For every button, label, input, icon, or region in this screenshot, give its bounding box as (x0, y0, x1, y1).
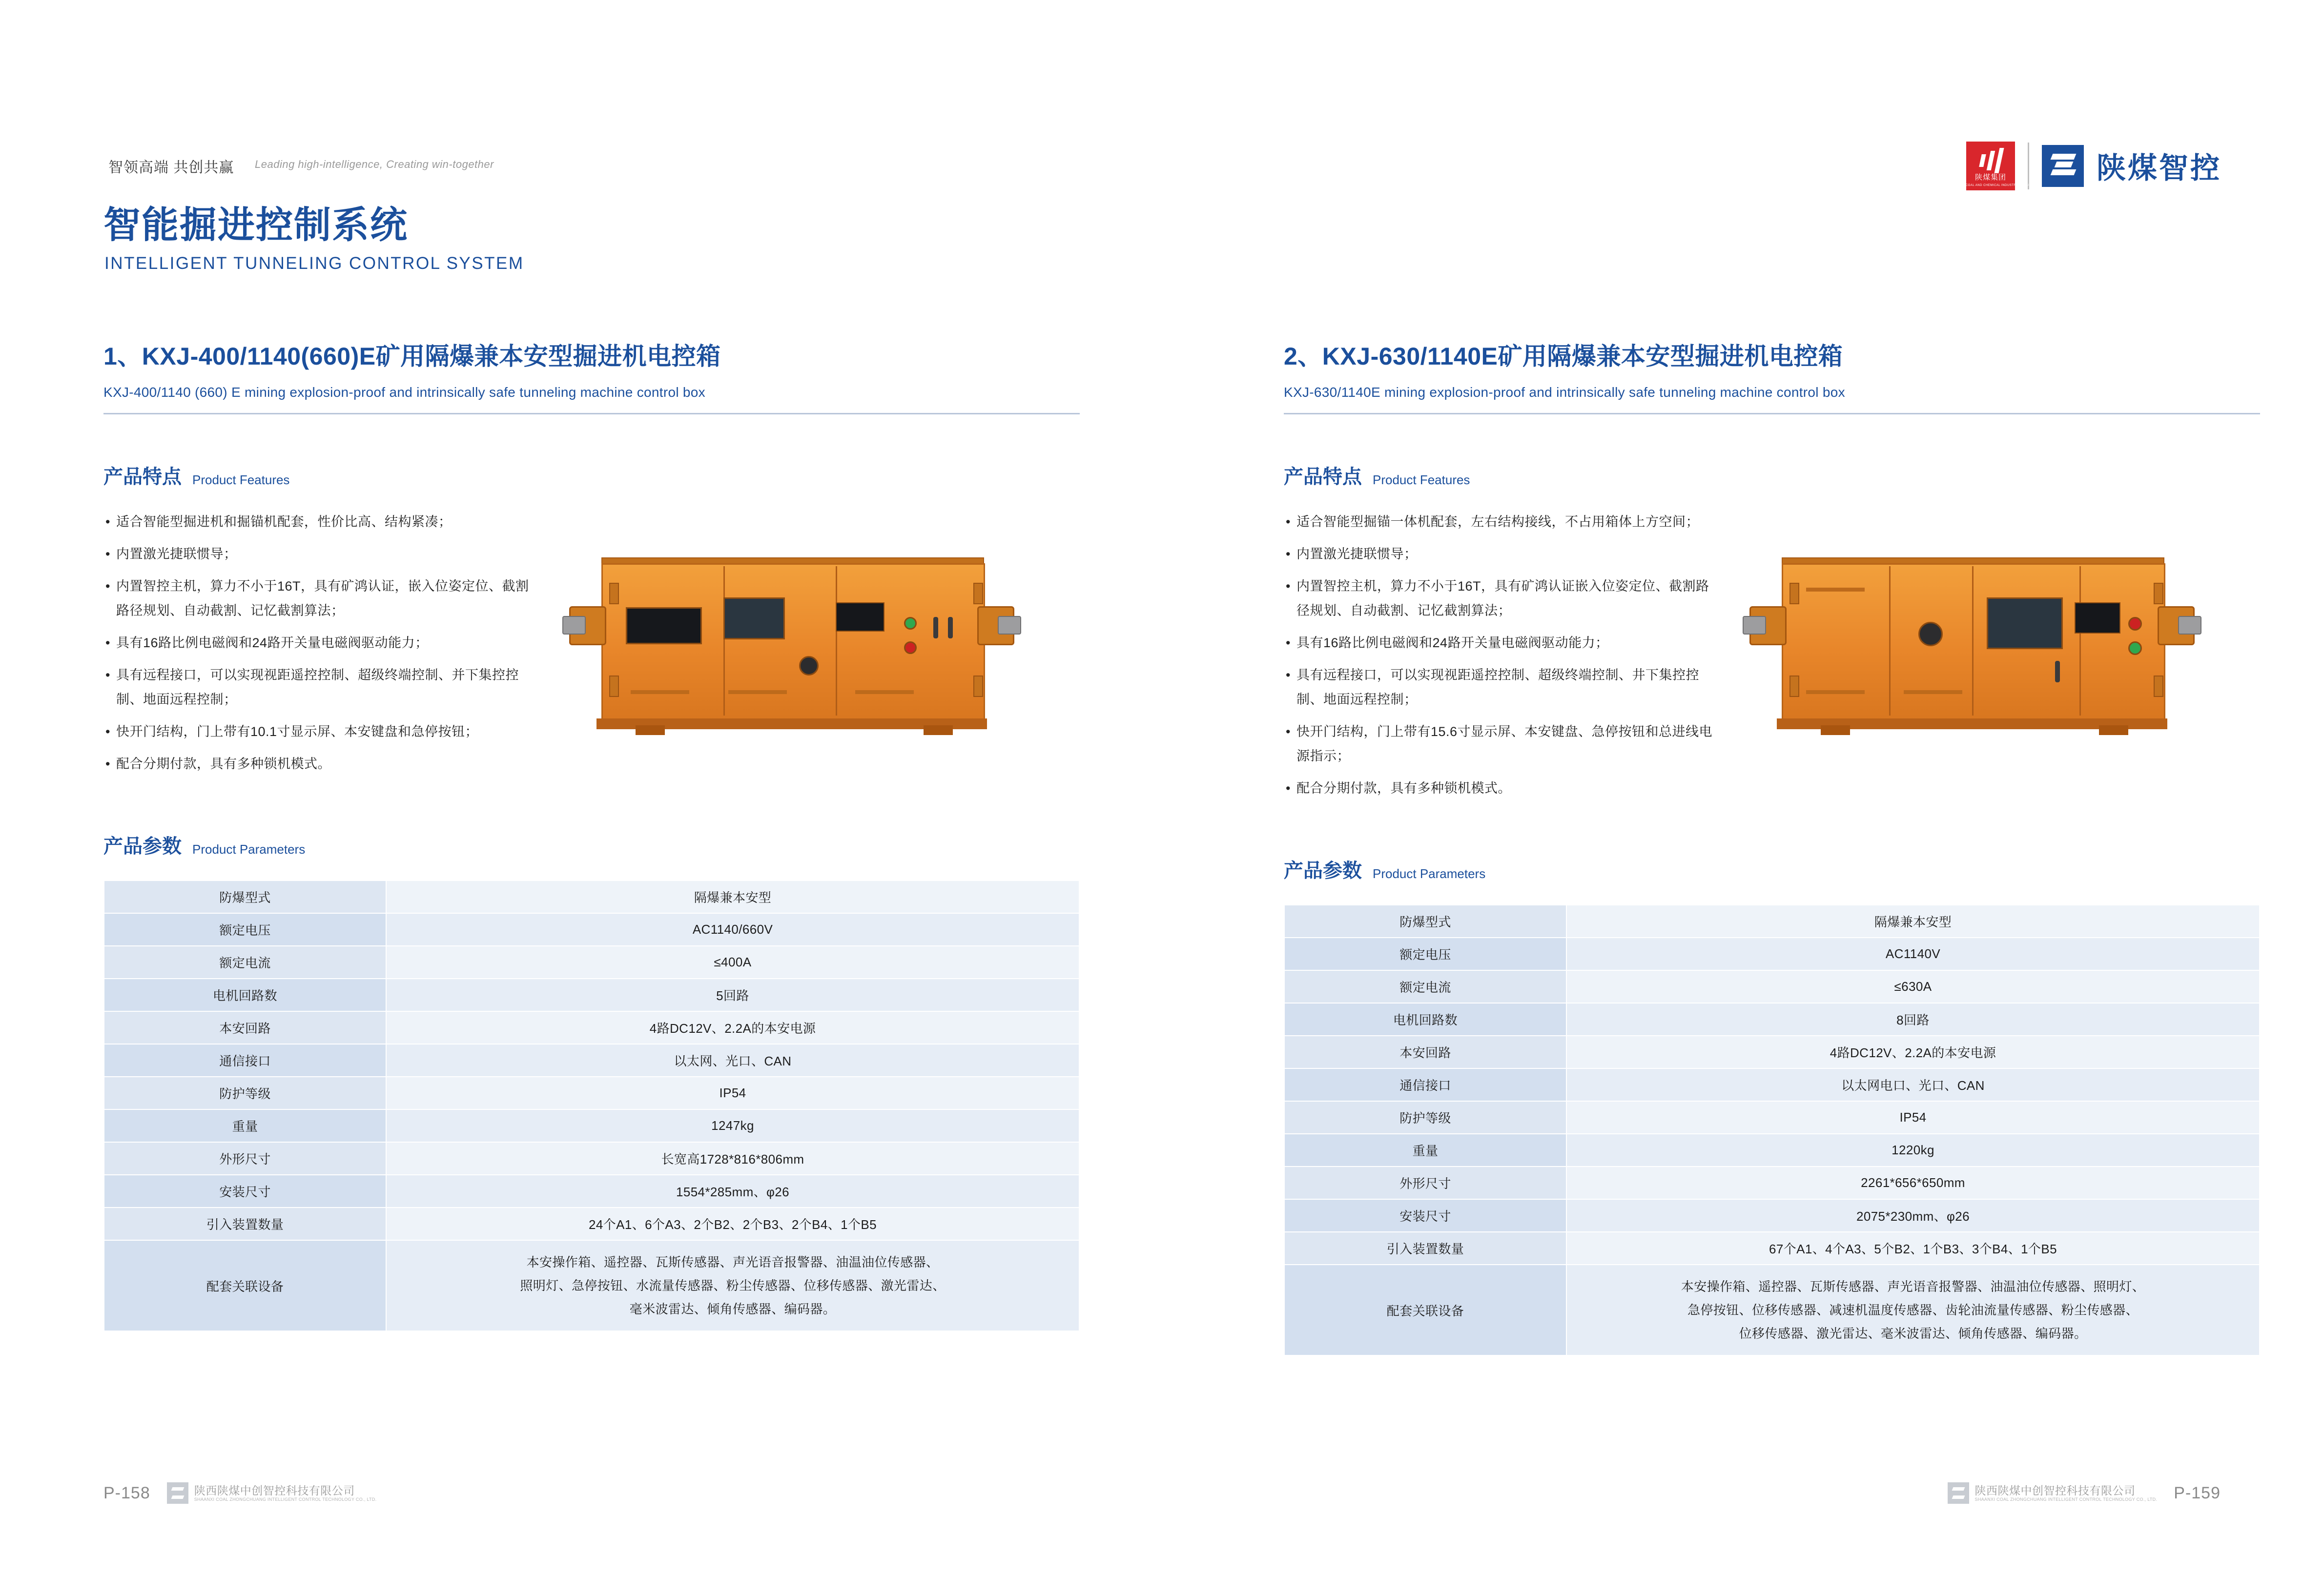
list-item: • 内置激光捷联惯导； (1284, 542, 1713, 566)
param-key: 外形尺寸 (104, 1142, 386, 1175)
related-line: 照明灯、急停按钮、水流量传感器、粉尘传感器、位移传感器、激光雷达、 (520, 1278, 946, 1293)
param-key: 安装尺寸 (1284, 1199, 1566, 1232)
param-key: 额定电流 (1284, 970, 1566, 1003)
table-row (1284, 1199, 2260, 1232)
param-value (1566, 1265, 2260, 1355)
param-value: 2261*656*650mm (1566, 1167, 2260, 1199)
list-item: • 配合分期付款，具有多种锁机模式。 (1284, 776, 1713, 800)
left-connector-assembly (562, 597, 606, 651)
left-section-title-en: KXJ-400/1140 (660) E mining explosion-proof and intrinsically safe tunneling machine control box (103, 385, 705, 400)
left-features-heading (103, 461, 1080, 489)
left-params-heading-cn: 产品参数 (103, 836, 182, 857)
param-value: 隔爆兼本安型 (386, 881, 1079, 913)
right-parameter-table (1284, 904, 2260, 1356)
param-key: 重量 (104, 1109, 386, 1142)
list-item: • 具有远程接口，可以实现视距遥控控制、超级终端控制、井下集控控制、地面远程控制； (1284, 663, 1713, 712)
param-value: ≤400A (386, 946, 1079, 979)
param-key: 额定电压 (1284, 938, 1566, 970)
left-feature-list (103, 510, 533, 784)
footer-company-logo (167, 1482, 377, 1504)
param-value: 4路DC12V、2.2A的本安电源 (386, 1011, 1079, 1044)
right-connector-assembly (2158, 597, 2201, 651)
table-row (1284, 1101, 2260, 1134)
table-row (104, 1208, 1079, 1240)
param-key: 引入装置数量 (1284, 1232, 1566, 1265)
table-row (1284, 938, 2260, 970)
table-row (104, 1044, 1079, 1077)
page-header (0, 73, 2324, 187)
right-params-heading-cn: 产品参数 (1284, 860, 1362, 881)
param-value: 隔爆兼本安型 (1566, 905, 2260, 938)
related-line: 急停按钮、位移传感器、减速机温度传感器、齿轮油流量传感器、粉尘传感器、 (1687, 1303, 2139, 1317)
right-features-heading (1284, 461, 2260, 489)
table-row (104, 1175, 1079, 1208)
param-value: ≤630A (1566, 970, 2260, 1003)
right-connector-assembly (977, 597, 1021, 651)
param-value: 8回路 (1566, 1003, 2260, 1036)
list-item: • 快开门结构，门上带有15.6寸显示屏、本安键盘、急停按钮和总进线电源指示； (1284, 719, 1713, 768)
left-parameter-table (103, 880, 1080, 1331)
right-feature-list (1284, 510, 1713, 808)
table-row (104, 979, 1079, 1011)
left-column (103, 337, 1080, 1331)
param-key: 重量 (1284, 1134, 1566, 1167)
param-value: 长宽高1728*816*806mm (386, 1142, 1079, 1175)
related-line: 位移传感器、激光雷达、毫米波雷达、倾角传感器、编码器。 (1739, 1326, 2087, 1341)
param-key: 本安回路 (104, 1011, 386, 1044)
list-item: • 具有远程接口，可以实现视距遥控控制、超级终端控制、并下集控控制、地面远程控制； (103, 663, 533, 712)
param-key: 配套关联设备 (1284, 1265, 1566, 1355)
param-key: 电机回路数 (1284, 1003, 1566, 1036)
table-row (104, 913, 1079, 946)
param-value: 1554*285mm、φ26 (386, 1175, 1079, 1208)
param-key: 电机回路数 (104, 979, 386, 1011)
footer-company-cn: 陕西陕煤中创智控科技有限公司 (194, 1484, 355, 1497)
footer-company-cn: 陕西陕煤中创智控科技有限公司 (1974, 1484, 2136, 1497)
list-item: • 内置智控主机，算力不小于16T，具有矿鸿认证嵌入位姿定位、截割路径规划、自动截割、记忆截割算法； (1284, 574, 1713, 623)
param-key: 通信接口 (104, 1044, 386, 1077)
left-features-heading-en: Product Features (192, 472, 290, 487)
param-value: AC1140/660V (386, 913, 1079, 946)
right-params-heading-en: Product Parameters (1373, 866, 1486, 881)
group-logo-cn: 陕煤集团 (1974, 173, 2006, 182)
table-row (1284, 1068, 2260, 1101)
logo-divider (2028, 143, 2029, 189)
param-key: 额定电流 (104, 946, 386, 979)
company-logo-icon (1948, 1482, 1969, 1504)
right-features-heading-en: Product Features (1373, 472, 1470, 487)
param-value: 以太网电口、光口、CAN (1566, 1068, 2260, 1101)
param-key: 防爆型式 (1284, 905, 1566, 938)
shaanxi-coal-group-logo-icon (1950, 142, 2032, 190)
left-product-photo (543, 510, 1050, 773)
table-row (1284, 1265, 2260, 1355)
list-item: • 适合智能型掘锚一体机配套，左右结构接线，不占用箱体上方空间； (1284, 510, 1713, 534)
table-row (104, 1240, 1079, 1331)
related-line: 毫米波雷达、倾角传感器、编码器。 (629, 1302, 836, 1316)
param-key: 配套关联设备 (104, 1240, 386, 1331)
list-item: • 具有16路比例电磁阀和24路开关量电磁阀驱动能力； (103, 631, 533, 655)
page-title: 智能掘进控制系统 (103, 205, 408, 246)
right-column (1284, 337, 2260, 1356)
param-value: 以太网、光口、CAN (386, 1044, 1079, 1077)
param-value (386, 1240, 1079, 1331)
right-product-photo (1723, 510, 2231, 773)
param-key: 额定电压 (104, 913, 386, 946)
table-row (1284, 905, 2260, 938)
left-connector-assembly (1743, 597, 1787, 651)
left-features-heading-cn: 产品特点 (103, 466, 182, 488)
left-feature-wrap (103, 510, 1080, 784)
table-row (1284, 1036, 2260, 1068)
list-item: • 快开门结构，门上带有10.1寸显示屏、本安键盘和急停按钮； (103, 719, 533, 744)
list-item: • 内置激光捷联惯导； (103, 542, 533, 566)
param-key: 引入装置数量 (104, 1208, 386, 1240)
footer-company-logo (1948, 1482, 2158, 1504)
table-row (1284, 1167, 2260, 1199)
group-logo-en: SHAANXI COAL AND CHEMICAL INDUSTRY GROUP (1950, 184, 2032, 187)
left-params-heading (103, 831, 1080, 859)
param-value: 24个A1、6个A3、2个B2、2个B3、2个B4、1个B5 (386, 1208, 1079, 1240)
right-section-title-en: KXJ-630/1140E mining explosion-proof and intrinsically safe tunneling machine control box (1284, 385, 1845, 400)
param-value: 2075*230mm、φ26 (1566, 1199, 2260, 1232)
control-box-illustration (562, 544, 1021, 739)
right-section-title: 2、KXJ-630/1140E矿用隔爆兼本安型掘进机电控箱 (1284, 343, 1843, 370)
page-footer (0, 1460, 2324, 1504)
page-title-en: INTELLIGENT TUNNELING CONTROL SYSTEM (104, 254, 524, 273)
table-row (1284, 970, 2260, 1003)
list-item: • 内置智控主机，算力不小于16T，具有矿鸿认证，嵌入位姿定位、截割路径规划、自动截割、记忆截割算法； (103, 574, 533, 623)
header-logo-group (1950, 142, 2221, 190)
param-value: IP54 (386, 1077, 1079, 1109)
zhikong-logo-icon (2042, 145, 2084, 187)
table-row (104, 881, 1079, 913)
footer-company-en: SHAANXI COAL ZHONGCHUANG INTELLIGENT CONTROL TECHNOLOGY CO., LTD. (1974, 1497, 2158, 1502)
table-row (104, 1109, 1079, 1142)
param-key: 外形尺寸 (1284, 1167, 1566, 1199)
header-slogan-en: Leading high-intelligence, Creating win-together (255, 158, 494, 170)
right-features-heading-cn: 产品特点 (1284, 466, 1362, 488)
right-feature-wrap (1284, 510, 2260, 808)
footer-right (1948, 1482, 2221, 1504)
list-item: • 配合分期付款，具有多种锁机模式。 (103, 752, 533, 776)
right-section-rule (1284, 413, 2260, 414)
param-key: 防护等级 (1284, 1101, 1566, 1134)
related-line: 本安操作箱、遥控器、瓦斯传感器、声光语音报警器、油温油位传感器、 (526, 1255, 939, 1270)
left-section-title: 1、KXJ-400/1140(660)E矿用隔爆兼本安型掘进机电控箱 (103, 343, 721, 370)
related-line: 本安操作箱、遥控器、瓦斯传感器、声光语音报警器、油温油位传感器、照明灯、 (1681, 1279, 2145, 1294)
brand-name: 陕煤智控 (2097, 152, 2221, 184)
param-key: 通信接口 (1284, 1068, 1566, 1101)
right-params-heading (1284, 855, 2260, 883)
header-slogan-cn: 智领高端 共创共赢 (108, 160, 234, 176)
param-value: 1247kg (386, 1109, 1079, 1142)
list-item: • 具有16路比例电磁阀和24路开关量电磁阀驱动能力； (1284, 631, 1713, 655)
page-number-right: P-159 (2174, 1483, 2221, 1502)
table-row (104, 1011, 1079, 1044)
param-value: 1220kg (1566, 1134, 2260, 1167)
param-value: 4路DC12V、2.2A的本安电源 (1566, 1036, 2260, 1068)
table-row (1284, 1232, 2260, 1265)
param-key: 本安回路 (1284, 1036, 1566, 1068)
control-box-illustration (1743, 544, 2201, 739)
param-value: 67个A1、4个A3、5个B2、1个B3、3个B4、1个B5 (1566, 1232, 2260, 1265)
table-row (1284, 1134, 2260, 1167)
param-key: 防护等级 (104, 1077, 386, 1109)
table-row (104, 1077, 1079, 1109)
table-row (104, 946, 1079, 979)
footer-company-en: SHAANXI COAL ZHONGCHUANG INTELLIGENT CONTROL TECHNOLOGY CO., LTD. (194, 1497, 377, 1502)
list-item: • 适合智能型掘进机和掘锚机配套，性价比高、结构紧凑； (103, 510, 533, 534)
param-value: 5回路 (386, 979, 1079, 1011)
param-key: 安装尺寸 (104, 1175, 386, 1208)
table-row (1284, 1003, 2260, 1036)
footer-left (103, 1482, 376, 1504)
left-section-rule (103, 413, 1080, 414)
param-key: 防爆型式 (104, 881, 386, 913)
left-params-heading-en: Product Parameters (192, 842, 306, 857)
table-row (104, 1142, 1079, 1175)
page-number-left: P-158 (103, 1483, 150, 1502)
param-value: AC1140V (1566, 938, 2260, 970)
company-logo-icon (167, 1482, 188, 1504)
param-value: IP54 (1566, 1101, 2260, 1134)
